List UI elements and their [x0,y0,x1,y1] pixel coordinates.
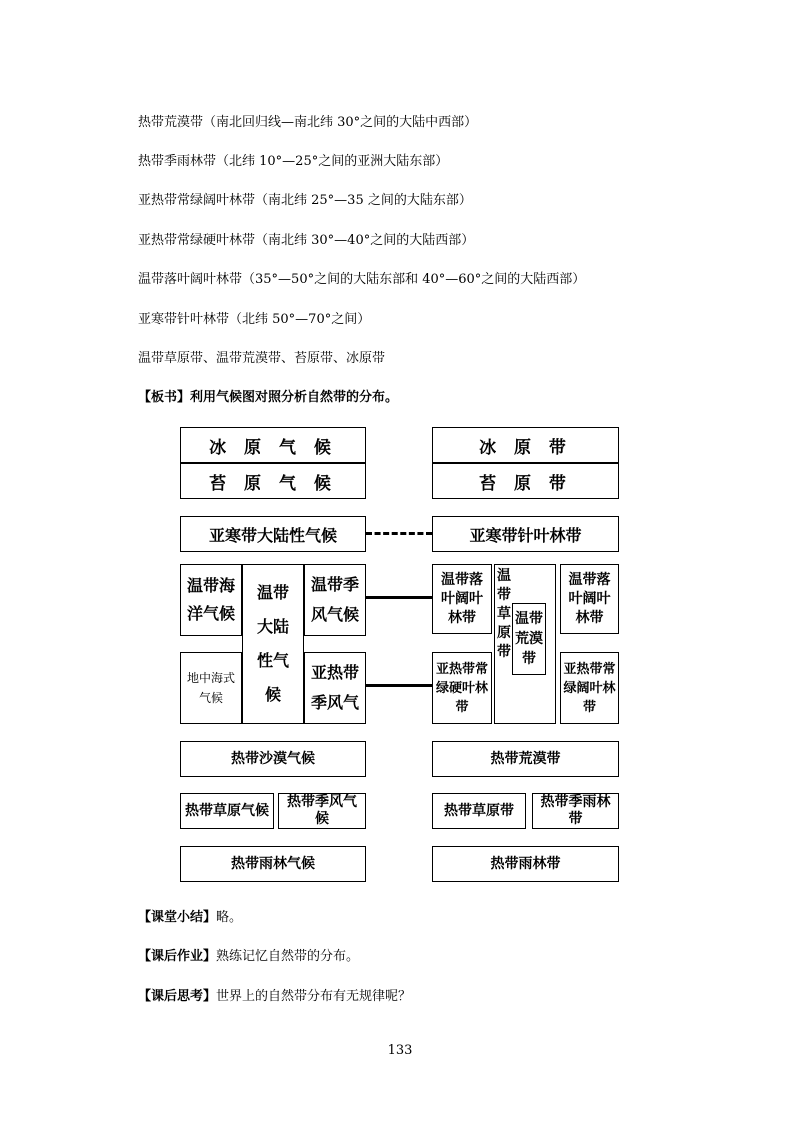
climate-subtropical-monsoon-line2: 季风气 [310,693,359,712]
zone-sclerophyll-line2: 绿硬叶林 [435,680,488,696]
thinking-line [138,985,411,1004]
climate-tundra-box: 苔 原 气 候 [180,463,366,499]
climate-temperate-continental-box [242,564,304,724]
climate-savanna-box: 热带草原气候 [180,793,274,829]
zone-deciduous-right-box [560,564,619,634]
zone-temperate-desert-line1: 温带 [515,611,543,627]
board-tag: 【板书】 [138,390,191,405]
thinking-tag: 【课后思考】 [138,989,217,1004]
climate-temperate-continental-line2: 大陆 [256,617,289,636]
climate-tropical-monsoon-box [278,793,366,829]
climate-temperate-monsoon-line1: 温带季 [310,575,359,594]
zone-taiga-box: 亚寒带针叶林带 [432,516,619,552]
zone-rainforest-box: 热带雨林带 [432,846,619,882]
climate-tropical-monsoon-line2: 候 [315,811,329,827]
climate-mediterranean-box [180,652,242,724]
zone-temperate-desert-box [512,603,546,675]
zone-steppe-char3: 草 [497,606,511,622]
board-heading [138,386,398,405]
zone-monsoon-forest-box [532,793,619,829]
zone-sclerophyll-box [432,652,492,724]
zone-deciduous-right-line2: 叶阔叶 [568,590,611,607]
climate-subarctic-box: 亚寒带大陆性气候 [180,516,366,552]
climate-tropical-monsoon-line1: 热带季风气 [287,794,357,810]
zone-temperate-desert-line3: 带 [522,651,536,667]
summary-text: 略。 [216,910,243,925]
connector-monsoon-deciduous [366,596,432,599]
zone-tundra-box: 苔 原 带 [432,463,619,499]
zone-sclerophyll-line3: 带 [455,699,469,715]
zone-evergreen-line3: 带 [582,699,596,715]
zone-tropical-desert-box: 热带荒漠带 [432,741,619,777]
zone-monsoon-forest-line1: 热带季雨林 [540,794,611,810]
text-line-7: 温带草原带、温带荒漠带、苔原带、冰原带 [138,351,386,366]
climate-temperate-maritime-line1: 温带海 [186,576,235,595]
zone-deciduous-line2: 叶阔叶 [441,590,483,607]
zone-deciduous-right-line1: 温带落 [568,571,611,588]
connector-subarctic-taiga [366,532,432,535]
zone-ice-box: 冰 原 带 [432,427,619,463]
text-line-6: 亚寒带针叶林带（北纬 50°—70°之间） [138,312,371,327]
homework-line [138,945,359,964]
climate-subtropical-monsoon-line1: 亚热带 [310,663,359,682]
board-text: 利用气候图对照分析自然带的分布。 [190,390,399,405]
zone-sclerophyll-line1: 亚热带常 [435,661,488,677]
connector-subtropical-evergreen [366,684,432,687]
text-line-1: 热带荒漠带（南北回归线—南北纬 30°之间的大陆中西部） [138,115,478,130]
climate-temperate-monsoon-box [304,564,366,636]
climate-tropical-desert-box: 热带沙漠气候 [180,741,366,777]
text-line-2: 热带季雨林带（北纬 10°—25°之间的亚洲大陆东部） [138,154,449,169]
zone-evergreen-line1: 亚热带常 [563,661,616,677]
climate-temperate-monsoon-line2: 风气候 [310,605,359,624]
homework-text: 熟练记忆自然带的分布。 [216,949,360,964]
text-line-5: 温带落叶阔叶林带（35°—50°之间的大陆东部和 40°—60°之间的大陆西部） [138,272,586,287]
zone-deciduous-line1: 温带落 [441,571,483,588]
zone-deciduous-line3: 林带 [448,609,476,626]
zone-evergreen-line2: 绿阔叶林 [563,680,616,696]
zone-monsoon-forest-line2: 带 [568,811,583,827]
zone-steppe-text [495,565,511,662]
climate-temperate-continental-line4: 候 [264,685,281,704]
climate-subtropical-monsoon-box [304,652,366,724]
climate-rainforest-box: 热带雨林气候 [180,846,366,882]
summary-tag: 【课堂小结】 [138,910,217,925]
summary-line [138,906,242,925]
zone-steppe-char4: 原 [497,625,511,641]
zone-savanna-box: 热带草原带 [432,793,526,829]
climate-temperate-continental-line1: 温带 [256,583,289,602]
text-line-3: 亚热带常绿阔叶林带（南北纬 25°—35 之间的大陆东部） [138,193,472,208]
zone-steppe-char5: 带 [497,644,511,660]
zone-deciduous-right-line3: 林带 [575,609,604,626]
climate-temperate-maritime-box [180,564,242,636]
climate-temperate-maritime-line2: 洋气候 [186,604,235,623]
zone-steppe-char1: 温 [497,568,511,584]
climate-mediterranean-line2: 气候 [198,691,223,705]
thinking-text: 世界上的自然带分布有无规律呢？ [216,989,412,1004]
page-number: 133 [387,1043,413,1058]
zone-evergreen-box [560,652,619,724]
climate-ice-box: 冰 原 气 候 [180,427,366,463]
zone-steppe-char2: 带 [497,587,511,603]
zone-deciduous-box [432,564,492,634]
climate-temperate-continental-line3: 性气 [256,651,289,670]
homework-tag: 【课后作业】 [138,949,217,964]
text-line-4: 亚热带常绿硬叶林带（南北纬 30°—40°之间的大陆西部） [138,233,475,248]
zone-temperate-desert-line2: 荒漠 [515,631,543,647]
climate-mediterranean-line1: 地中海式 [186,671,235,685]
